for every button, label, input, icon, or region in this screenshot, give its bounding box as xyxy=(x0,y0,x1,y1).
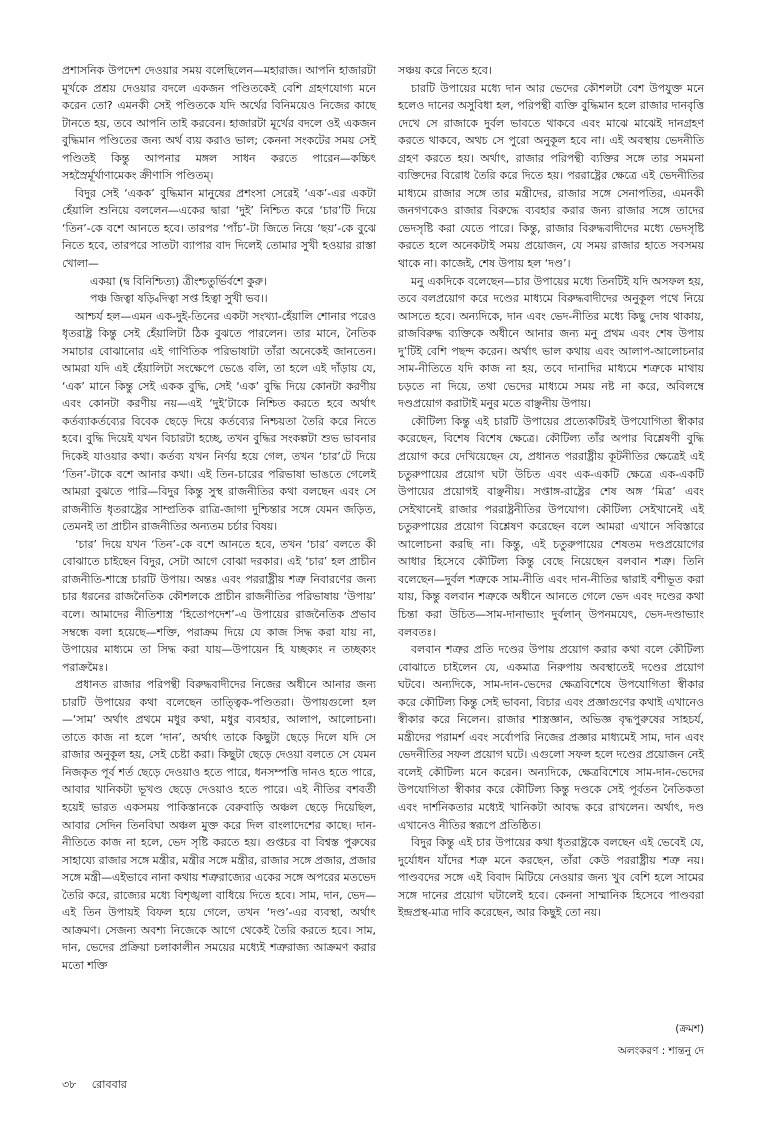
article-paragraph: ‘চার’ দিয়ে যখন ‘তিন’-কে বশে আনতে হবে, তখন ‘চার’ বলতে কী বোঝাতে চাইছেন বিদুর, সেটা আগে বোঝা দরকার। এই ‘চার’ হল প্রাচীন রাজনীতি-শাস্ত্রে চারটি উপায়। অন্তঃ এবং পররাষ্ট্রীয় শত্রু নিবারণের জন্য চার ধরনের রাজনৈতিক কৌশলকে প্রাচীন রাজনীতির পরিভাষায় ‘উপায়’ বলে। আমাদের নীতিশাস্ত্র ‘হিতোপদেশ’-এ উপায়ের রাজনৈতিক প্রভাব সম্বন্ধে বলা হয়েছে—শক্তি, পরাক্রম দিয়ে যে কাজ সিদ্ধ করা যায় না, উপায়ের মাধ্যমে তা সিদ্ধ করা যায়—উপায়েন হি যচ্ছক্যং ন তচ্ছক্যং পরাক্রমৈঃ। xyxy=(62,537,376,674)
verse-line: একয়া (দ্ব বিনিশ্চিত্য) ত্রীংশ্চতুর্ভির্বশে কুরু। xyxy=(90,274,267,288)
article-paragraph: বিদুর কিন্তু এই চার উপায়ের কথা ধৃতরাষ্ট্রকে বলছেন এই ভেবেই যে, দুর্যোধন যাঁদের শত্রু মনে করছেন, তাঁরা কেউ পররাষ্ট্রীয় শত্রু নয়। পাণ্ডবদের সঙ্গে এই বিবাদ মিটিয়ে নেওয়ার জন্য খুব বেশি হলে সামের সঙ্গে দানের প্রয়োগ ঘটালেই হবে। কেননা সাম্মানিক হিসেবে পাণ্ডবরা ইন্দ্রপ্রস্থ-মাত্র দাবি করেছেন, আর কিছুই তো নয়। xyxy=(398,836,704,920)
article-paragraph: সঞ্চয় করে নিতে হবে। xyxy=(398,64,492,77)
to-be-continued-note: (ক্রমশ) xyxy=(675,1023,704,1035)
article-column-right xyxy=(398,62,704,922)
article-paragraph: প্রশাসনিক উপদেশ দেওয়ার সময় বলেছিলেন—মহারাজ। আপনি হাজারটা মূর্খকে প্রশ্রয় দেওয়ার বদলে একজন পণ্ডিতকেই বেশি গ্রহণযোগ্য মনে করেন তো? এমনকী সেই পণ্ডিতকে যদি অর্থের বিনিময়েও নিজের কাছে টানতে হয়, তবে আপনি তাই করবেন। হাজারটা মূর্খের বদলে ওই একজন বুদ্ধিমান পণ্ডিতের জন্য অর্থ ব্যয় করাও ভাল; কেননা সংকটের সময় সেই পণ্ডিতই কিন্তু আপনার মঙ্গল সাধন করতে পারেন—কচ্চিৎ সহস্রৈর্মূর্খাণামেকং ক্রীণাসি পণ্ডিতম্। xyxy=(62,64,376,183)
article-paragraph: আশ্চর্য হল—এমন এক-দুই-তিনের একটা সংখ্যা-হেঁয়ালি শোনার পরেও ধৃতরাষ্ট্র কিন্তু সেই হেঁয়ালিটা ঠিক বুঝতে পারলেন। তার মানে, নৈতিক সমাচার বোঝানোর এই গাণিতিক পরিভাষাটা তাঁরা অনেকেই জানতেন। আমরা যদি এই হেঁয়ালিটা সংক্ষেপে ভেঙে বলি, তা হলে এই দাঁড়ায় যে, ‘এক’ মানে কিন্তু সেই একক বুদ্ধি, সেই ‘এক’ বুদ্ধি দিয়ে কোনটা করণীয় এবং কোনটা করণীয় নয়—এই ‘দুই’টাকে নিশ্চিত করতে হবে অর্থাৎ কর্তব্যাকর্তব্যের বিবেক ছেড়ে দিয়ে কর্তব্যের নিশ্চয়তা তৈরি করে নিতে হবে। বুদ্ধি দিয়েই যখন বিচারটা হচ্ছে, তখন বুদ্ধির সংকল্পটা শুভ ভাবনার দিকেই যাওয়ার কথা। কর্তব্য যখন নির্ণয় হয়ে গেল, তখন ‘চার’টে দিয়ে ‘তিন’-টাকে বশে আনার কথা। এই তিন-চারের পরিভাষা ভাঙতে গেলেই আমরা বুঝতে পারি—বিদুর কিন্তু সুস্থ রাজনীতির কথা বলছেন এবং সে রাজনীতি ধৃতরাষ্ট্রের সাম্প্রতিক রাত্রি-জাগা দুশ্চিন্তার সঙ্গে যেমন জড়িত, তেমনই তা প্রাচীন রাজনীতির অন্যতম চর্চার বিষয়। xyxy=(62,309,376,534)
page-number: ৩৮ xyxy=(62,1078,77,1091)
article-column-left xyxy=(62,62,376,974)
article-paragraph: চারটি উপায়ের মধ্যে দান আর ভেদের কৌশলটা বেশ উপযুক্ত মনে হলেও দানের অসুবিধা হল, পরিপন্থী ব্যক্তি বুদ্ধিমান হলে রাজার দানবৃত্তি দেখে সে রাজাকে দুর্বল ভাবতে থাকবে এবং মাঝে মাঝেই দানগ্রহণ করতে থাকবে, অথচ সে পুরো অনুকূল হবে না। এই অবস্থায় ভেদনীতি গ্রহণ করতে হয়। অর্থাৎ, রাজার পরিপন্থী ব্যক্তির সঙ্গে তার সমমনা ব্যক্তিদের বিরোধ তৈরি করে দিতে হয়। পররাষ্ট্রের ক্ষেত্রে এই ভেদনীতির মাধ্যমে রাজার সঙ্গে তার মন্ত্রীদের, রাজার সঙ্গে সেনাপতির, এমনকী জনগণকেও রাজার বিরুদ্ধে ব্যবহার করার জন্য রাজার সঙ্গে তাদের ভেদসৃষ্টি করা যেতে পারে। কিন্তু, রাজার বিরুদ্ধবাদীদের মধ্যে ভেদসৃষ্টি করতে হলে অনেকটাই সময় প্রয়োজন, যে সময় রাজার হাতে সবসময় থাকে না। কাজেই, শেষ উপায় হল ‘দণ্ড’। xyxy=(398,81,704,271)
article-paragraph: বিদুর সেই ‘একক’ বুদ্ধিমান মানুষের প্রশংসা সেরেই ‘এক’-এর একটা হেঁয়ালি শুনিয়ে বললেন—একের দ্বারা ‘দুই’ নিশ্চিত করে ‘চার’টি দিয়ে ‘তিন’-কে বশে আনতে হবে। তারপর ‘পাঁচ’-টা জিতে নিয়ে ‘ছয়’-কে বুঝে নিতে হবে, তারপরে সাতটা ব্যাপার বাদ দিলেই তোমার সুখী হওয়ার রাস্তা খোলা— xyxy=(62,186,376,271)
article-paragraph: বলবান শত্রুর প্রতি দণ্ডের উপায় প্রয়োগ করার কথা বলে কৌটিল্য বোঝাতে চাইলেন যে, একমাত্র নিরুপায় অবস্থাতেই দণ্ডের প্রয়োগ ঘটবে। অন্যদিকে, সাম-দান-ভেদের ক্ষেত্রবিশেষে উপযোগিতা স্বীকার করে কৌটিল্য কিন্তু সেই ভাবনা, বিচার এবং প্রজ্ঞাগুণের কথাই এখানেও স্বীকার করে নিলেন। রাজার শাস্ত্রজ্ঞান, অভিজ্ঞ বৃদ্ধপুরুষের সাহচর্য, মন্ত্রীদের পরামর্শ এবং সর্বোপরি নিজের প্রজ্ঞার মাধ্যমেই সাম, দান এবং ভেদনীতির সফল প্রয়োগ ঘটে। এগুলো সফল হলে দণ্ডের প্রয়োজন নেই বলেই কৌটিল্য মনে করেন। অন্যদিকে, ক্ষেত্রবিশেষে সাম-দান-ভেদের উপযোগিতা স্বীকার করে কৌটিল্য কিন্তু দণ্ডকে সেই পূর্বতন নৈতিকতা এবং দার্শনিকতার মধ্যেই খানিকটা আবদ্ধ করে রাখলেন। অর্থাৎ, দণ্ড এখানেও নীতির স্বরূপে প্রতিষ্ঠিত। xyxy=(398,643,704,832)
page-footer xyxy=(62,1076,139,1095)
magazine-name: রোববার xyxy=(91,1078,127,1091)
illustration-credit: অলংকরণ : শান্তনু দে xyxy=(617,1045,704,1057)
article-paragraph: কৌটিল্য কিন্তু এই চারটি উপায়ের প্রত্যেকটিরই উপযোগিতা স্বীকার করেছেন, বিশেষ বিশেষ ক্ষেত্রে। কৌটিল্য তাঁর অপার বিশ্লেষণী বুদ্ধি প্রয়োগ করে দেখিয়েছেন যে, প্রধানত পররাষ্ট্রীয় কূটনীতির ক্ষেত্রেই এই চতুরুপায়ের প্রয়োগ ঘটা উচিত এবং এক-একটি ক্ষেত্রে এক-একটি উপায়ের প্রয়োগই বাঞ্ছনীয়। সপ্তাঙ্গ-রাষ্ট্রের শেষ অঙ্গ ‘মিত্র’ এবং সেইখানেই রাজার পররাষ্ট্রনীতির উপযোগ। কৌটিল্য সেইখানেই এই চতুরুপায়ের প্রয়োগ বিশ্লেষণ করেছেন বলে আমরা এখানে সবিস্তারে আলোচনা করছি না। কিন্তু, এই চতুরুপায়ের শেষতম দণ্ডপ্রয়োগের আধার হিসেবে কৌটিল্য কিন্তু বেছে নিয়েছেন বলবান শত্রু। তিনি বলেছেন—দুর্বল শত্রুকে সাম-নীতি এবং দান-নীতির দ্বারাই বশীভূত করা যায়, কিন্তু বলবান শত্রুকে অধীনে আনতে গেলে ভেদ এবং দণ্ডের কথা চিন্তা করা উচিত—সাম-দানাভ্যাং দুর্বলান্ উপনমযেৎ, ভেদ-দণ্ডাভ্যাং বলবতঃ। xyxy=(398,414,704,639)
verse-line: পঞ্চ জিত্বা ষড়্বিদিত্বা সপ্ত হিত্বা সুখী ভব।। xyxy=(90,292,268,306)
article-paragraph: প্রধানত রাজার পরিপন্থী বিরুদ্ধবাদীদের নিজের অধীনে আনার জন্য চারটি উপায়ের কথা বলেছেন তাত্ত্বিক-পণ্ডিতরা। উপায়গুলো হল—‘সাম’ অর্থাৎ প্রথমে মধুর কথা, মধুর ব্যবহার, আলাপ, আলোচনা। তাতে কাজ না হলে ‘দান’, অর্থাৎ তাকে কিছুটা ছেড়ে দিলে যদি সে রাজার অনুকূল হয়, সেই চেষ্টা করা। কিছুটা ছেড়ে দেওয়া বলতে সে যেমন নিজকৃত পূর্ব শর্ত ছেড়ে দেওয়াও হতে পারে, ধনসম্পত্তি দানও হতে পারে, আবার খানিকটা ভূখণ্ড ছেড়ে দেওয়াও হতে পারে। এই নীতির বশবর্তী হয়েই ভারত একসময় পাকিস্তানকে বেরুবাড়ি অঞ্চল ছেড়ে দিয়েছিল, আবার সেদিন তিনবিঘা অঞ্চল মুক্ত করে দিল বাংলাদেশের কাছে। দান-নীতিতে কাজ না হলে, ভেদ সৃষ্টি করতে হয়। গুপ্তচর বা বিশ্বস্ত পুরুষের সাহায্যে রাজার সঙ্গে মন্ত্রীর, মন্ত্রীর সঙ্গে মন্ত্রীর, রাজার সঙ্গে প্রজার, প্রজার সঙ্গে মন্ত্রী—এইভাবে নানা কথায় শত্রুরাজ্যের একের সঙ্গে অপরের মতভেদ তৈরি করে, রাজ্যের মধ্যে বিশৃঙ্খলা বাধিয়ে দিতে হবে। সাম, দান, ভেদ—এই তিন উপায়ই বিফল হয়ে গেলে, তখন ‘দণ্ড’-এর ব্যবস্থা, অর্থাৎ আক্রমণ। সেজন্য অবশ্য নিজেকে আগে থেকেই তৈরি করতে হবে। সাম, দান, ভেদের প্রক্রিয়া চলাকালীন সময়ের মধ্যেই শত্রুরাজ্য আক্রমণ করার মতো শক্তি xyxy=(62,678,376,972)
article-paragraph: মনু একদিকে বলেছেন—চার উপায়ের মধ্যে তিনটিই যদি অসফল হয়, তবে বলপ্রয়োগ করে দণ্ডের মাধ্যমে বিরুদ্ধবাদীদের অনুকূল পথে নিয়ে আসতে হবে। অন্যদিকে, দান এবং ভেদ-নীতির মধ্যে কিছু দোষ থাকায়, রাজবিরুদ্ধ ব্যক্তিকে অধীনে আনার জন্য মনু প্রথম এবং শেষ উপায় দু’টিই বেশি পছন্দ করেন। অর্থাৎ ভাল কথায় এবং আলাপ-আলোচনার সাম-নীতিতে যদি কাজ না হয়, তবে দানাদির মাধ্যমে শত্রুকে মাথায় চড়তে না দিয়ে, তথা ভেদের মাধ্যমে সময় নষ্ট না করে, অবিলম্বে দণ্ডপ্রয়োগ করাটাই মনুর মতে বাঞ্ছনীয় উপায়। xyxy=(398,274,704,411)
